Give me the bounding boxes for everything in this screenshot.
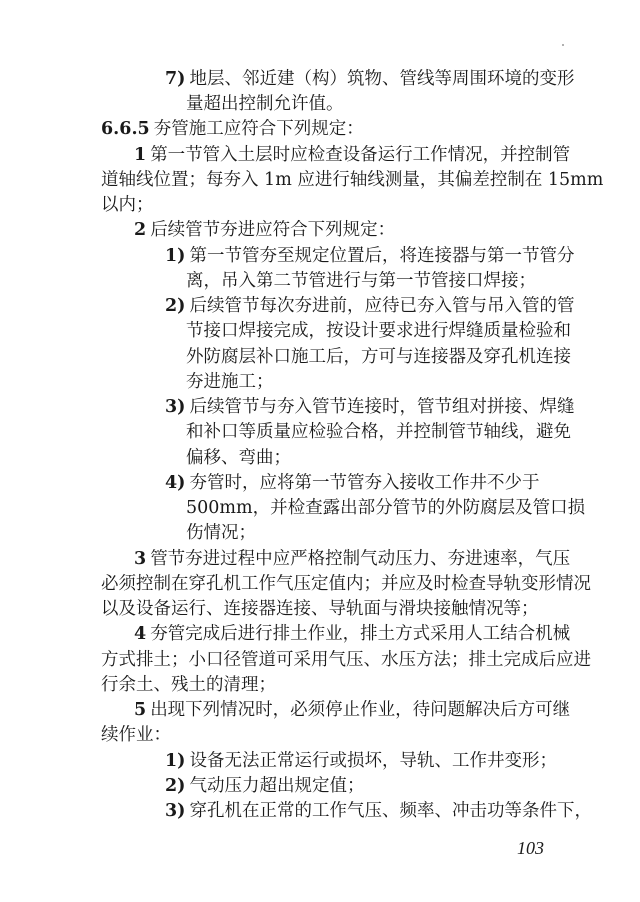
item-3 (0, 548, 640, 570)
item-text: 第一节管入土层时应检查设备运行工作情况，并控制管 (150, 145, 571, 165)
item-text: 外防腐层补口施工后，方可与连接器及穿孔机连接 (186, 347, 571, 367)
page-number: 103 (517, 838, 544, 858)
item-text: 夯进施工； (186, 372, 274, 392)
sub-item-5-1 (0, 750, 640, 772)
item-text: 续作业： (101, 725, 171, 745)
sub-item-4-cont-1 (0, 497, 640, 519)
clause-title: 夯管施工应符合下列规定： (153, 119, 364, 139)
item-text: 行余土、残土的清理； (101, 675, 276, 695)
sub-item-3-cont-2 (0, 447, 640, 469)
item-number: 4) (165, 473, 186, 493)
item-text: 穿孔机在正常的工作气压、频率、冲击功等条件下， (189, 801, 592, 821)
item-5-cont (0, 724, 640, 746)
item-number: 5 (134, 700, 147, 720)
item-text: 夯管时，应将第一节管夯入接收工作井不少于 (189, 473, 540, 493)
item-number: 4 (134, 624, 147, 644)
clause-6-6-5 (0, 118, 640, 140)
item-number: 1 (134, 145, 147, 165)
sub-item-2-cont-2 (0, 346, 640, 368)
item-text: 量超出控制允许值。 (186, 94, 344, 114)
item-3-cont-1 (0, 573, 640, 595)
scan-speck (562, 44, 564, 46)
item-1-cont-2 (0, 194, 640, 216)
item-text: 离，吊入第二节管进行与第一节管接口焊接； (186, 271, 536, 291)
sub-item-3 (0, 396, 640, 418)
item-text: 后续管节夯进应符合下列规定： (150, 220, 396, 240)
sub-item-5-2 (0, 775, 640, 797)
item-4-cont-1 (0, 649, 640, 671)
item-text: 管节夯进过程中应严格控制气动压力、夯进速率，气压 (150, 549, 571, 569)
item-text: 和补口等质量应检验合格，并控制管节轴线，避免 (186, 422, 571, 442)
sub-item-5-3 (0, 800, 640, 822)
item-2 (0, 219, 640, 241)
item-number: 2 (134, 220, 147, 240)
item-text: 伤情况； (186, 523, 256, 543)
item-number: 3) (165, 801, 186, 821)
sub-item-2-cont-3 (0, 371, 640, 393)
item-number: 2) (165, 296, 186, 316)
item-1-cont-1 (0, 169, 640, 191)
sub-item-2 (0, 295, 640, 317)
item-text: 节接口焊接完成，按设计要求进行焊缝质量检验和 (186, 321, 571, 341)
item-text: 方式排土；小口径管道可采用气压、水压方法；排土完成后应进 (101, 650, 591, 670)
item-number: 2) (165, 776, 186, 796)
item-3-cont-2 (0, 598, 640, 620)
item-text: 后续管节与夯入管节连接时，管节组对拼接、焊缝 (189, 397, 575, 417)
item-text: 气动压力超出规定值； (189, 776, 365, 796)
item-4-cont-2 (0, 674, 640, 696)
item-5 (0, 699, 640, 721)
sub-item-1-cont (0, 270, 640, 292)
item-text: 道轴线位置；每夯入 1m 应进行轴线测量，其偏差控制在 15mm (101, 170, 604, 190)
item-1 (0, 144, 640, 166)
item-text: 出现下列情况时，必须停止作业，待问题解决后方可继 (150, 700, 571, 720)
item-text: 必须控制在穿孔机工作气压定值内；并应及时检查导轨变形情况 (101, 574, 591, 594)
sub-item-1 (0, 245, 640, 267)
item-4 (0, 623, 640, 645)
item-number: 3) (165, 397, 186, 417)
item-7-cont (0, 93, 640, 115)
item-number: 1) (165, 751, 186, 771)
sub-item-2-cont-1 (0, 320, 640, 342)
clause-number: 6.6.5 (101, 119, 150, 139)
item-number: 7) (165, 69, 186, 89)
item-text: 以及设备运行、连接器连接、导轨面与滑块接触情况等； (101, 599, 539, 619)
sub-item-4 (0, 472, 640, 494)
item-7 (0, 68, 640, 90)
item-number: 1) (165, 246, 186, 266)
item-text: 第一节管夯至规定位置后，将连接器与第一节管分 (189, 246, 575, 266)
item-text: 偏移、弯曲； (186, 448, 291, 468)
item-text: 地层、邻近建（构）筑物、管线等周围环境的变形 (189, 69, 575, 89)
sub-item-4-cont-2 (0, 522, 640, 544)
item-text: 夯管完成后进行排土作业，排土方式采用人工结合机械 (150, 624, 571, 644)
item-number: 3 (134, 549, 147, 569)
sub-item-3-cont-1 (0, 421, 640, 443)
item-text: 设备无法正常运行或损坏，导轨、工作井变形； (189, 751, 557, 771)
item-text: 后续管节每次夯进前，应待已夯入管与吊入管的管 (189, 296, 575, 316)
item-text: 500mm，并检查露出部分管节的外防腐层及管口损 (186, 498, 586, 518)
item-text: 以内； (101, 195, 154, 215)
